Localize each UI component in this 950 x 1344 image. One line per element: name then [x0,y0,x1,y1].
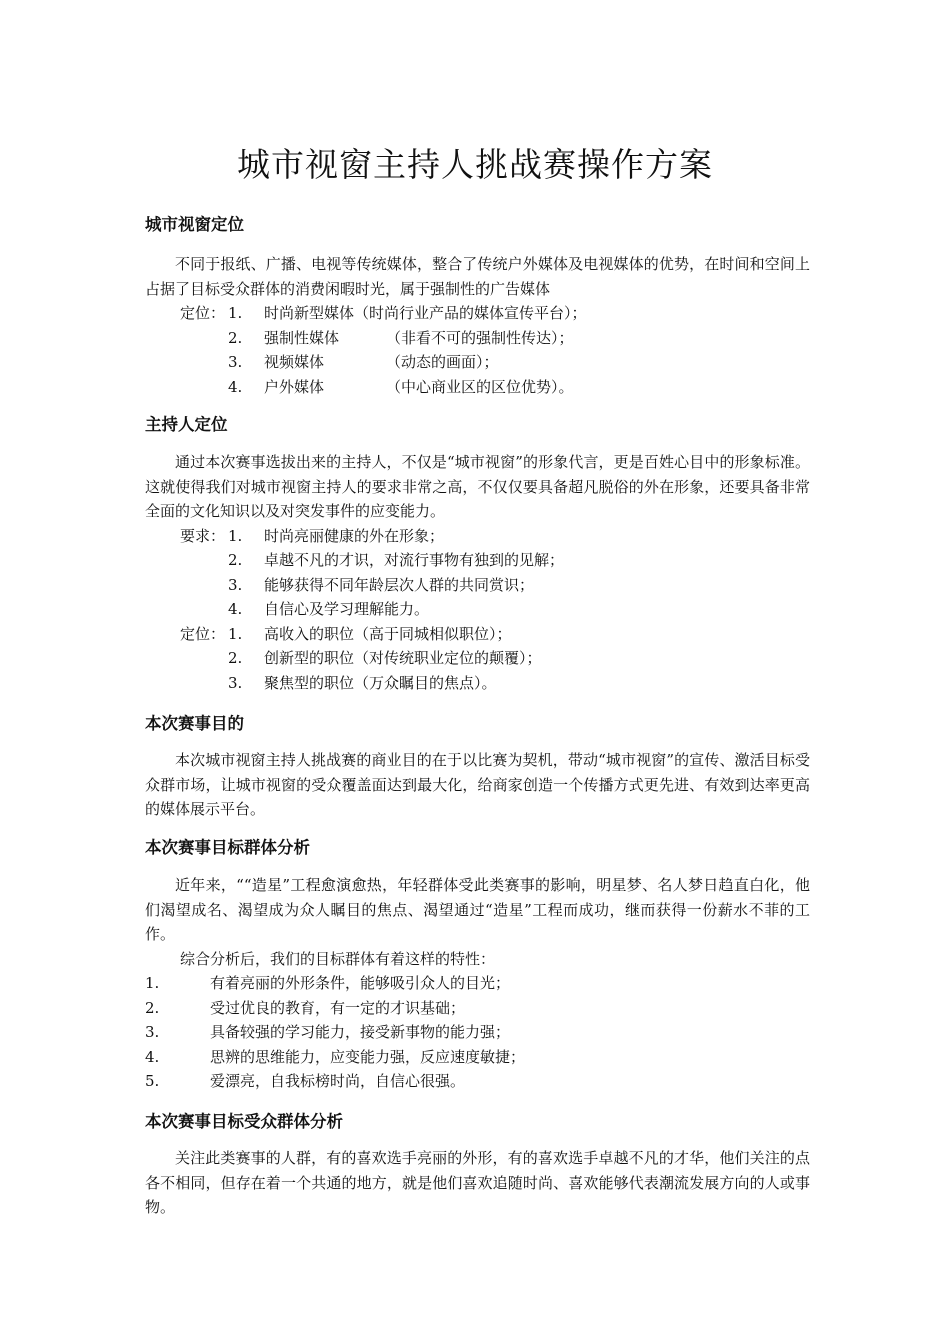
paragraph: 近年来，““造星”工程愈演愈热，年轻群体受此类赛事的影响，明星梦、名人梦日趋直白化，他们渴望成名、渴望成为众人瞩目的焦点、渴望通过“造星”工程而成功，继而获得一份薪水不菲的工作。 [145,876,810,943]
list-term: 户外媒体 [264,377,325,396]
list-text: （中心商业区的区位优势）。 [386,377,574,396]
paragraph: 不同于报纸、广播、电视等传统媒体，整合了传统户外媒体及电视媒体的优势，在时间和空间上占据了目标受众群体的消费闲暇时光，属于强制性的广告媒体 [145,255,810,298]
section-target-group [145,873,810,1094]
list-item [145,524,810,549]
section-heading-host: 主持人定位 [145,415,228,434]
list-number: 1. [228,624,243,643]
list-number: 3. [145,1023,160,1041]
list-number: 1. [228,526,243,545]
list-item [145,1069,810,1094]
section-audience [145,1146,810,1220]
list-item [145,548,810,573]
list-item [145,1045,810,1070]
list-text: 高收入的职位（高于同城相似职位）； [264,624,512,643]
intro-text: 综合分析后，我们的目标群体有着这样的特性： [180,949,496,968]
list-item [145,996,810,1021]
paragraph: 本次城市视窗主持人挑战赛的商业目的在于以比赛为契机，带动“城市视窗”的宣传、激活目标受众群市场，让城市视窗的受众覆盖面达到最大化，给商家创造一个传播方式更先进、有效到达率更高的媒体展示平台。 [145,751,810,818]
list-number: 1. [228,304,243,322]
list-label: 要求： [180,526,226,545]
list-text: 思辨的思维能力，应变能力强，反应速度敏捷； [210,1047,526,1066]
list-item [145,622,810,647]
list-item [145,671,810,696]
list-item [145,326,810,351]
section-heading-target-group: 本次赛事目标群体分析 [145,838,310,857]
list-number: 5. [145,1072,160,1090]
list-number: 3. [228,353,243,371]
list-text: 有着亮丽的外形条件，能够吸引众人的目光； [210,974,511,992]
list-text: 自信心及学习理解能力。 [264,600,430,618]
list-item [145,375,810,400]
intro-line [145,947,810,972]
list-item [145,646,810,671]
list-number: 3. [228,673,243,692]
list-number: 4. [145,1047,160,1066]
list-number: 2. [145,998,160,1017]
list-number: 2. [228,649,243,667]
list-text: （动态的画面）； [386,353,499,371]
list-number: 4. [228,377,243,396]
list-text: 卓越不凡的才识，对流行事物有独到的见解； [264,551,565,569]
list-label: 定位： [180,304,226,322]
list-term: 强制性媒体 [264,328,340,347]
section-purpose [145,748,810,822]
list-number: 1. [145,974,160,992]
list-number: 3. [228,575,243,594]
list-term: 视频媒体 [264,353,325,371]
list-item [145,301,810,326]
list-item [145,971,810,996]
list-text: 具备较强的学习能力，接受新事物的能力强； [210,1023,511,1041]
list-item [145,573,810,598]
list-text: 时尚亮丽健康的外在形象； [264,526,445,545]
list-text: 创新型的职位（对传统职业定位的颠覆）； [264,649,542,667]
list-item [145,350,810,375]
list-item [145,597,810,622]
paragraph: 通过本次赛事选拔出来的主持人，不仅是“城市视窗”的形象代言，更是百姓心目中的形象标准。这就使得我们对城市视窗主持人的要求非常之高，不仅仅要具备超凡脱俗的外在形象，还要具备非常全面的文化知识以及对突发事件的应变能力。 [145,453,810,520]
list-text: 爱漂亮，自我标榜时尚，自信心很强。 [210,1072,466,1090]
list-number: 4. [228,600,243,618]
section-heading-city-window: 城市视窗定位 [145,215,244,234]
list-text: 时尚新型媒体（时尚行业产品的媒体宣传平台）； [264,304,587,322]
list-number: 2. [228,328,243,347]
section-host [145,450,810,695]
list-text: 聚焦型的职位（万众瞩目的焦点）。 [264,673,497,692]
list-text: 能够获得不同年龄层次人群的共同赏识； [264,575,535,594]
list-text: （非看不可的强制性传达）； [386,328,574,347]
paragraph: 关注此类赛事的人群，有的喜欢选手亮丽的外形，有的喜欢选手卓越不凡的才华，他们关注的点各不相同，但存在着一个共通的地方，就是他们喜欢追随时尚、喜欢能够代表潮流发展方向的人或事物。 [145,1149,810,1216]
list-label: 定位： [180,624,226,643]
list-item [145,1020,810,1045]
document-title: 城市视窗主持人挑战赛操作方案 [237,145,713,184]
list-text: 受过优良的教育，有一定的才识基础； [210,998,466,1017]
section-heading-audience: 本次赛事目标受众群体分析 [145,1112,343,1131]
list-number: 2. [228,551,243,569]
section-city-window [145,252,810,399]
section-heading-purpose: 本次赛事目的 [145,714,244,733]
